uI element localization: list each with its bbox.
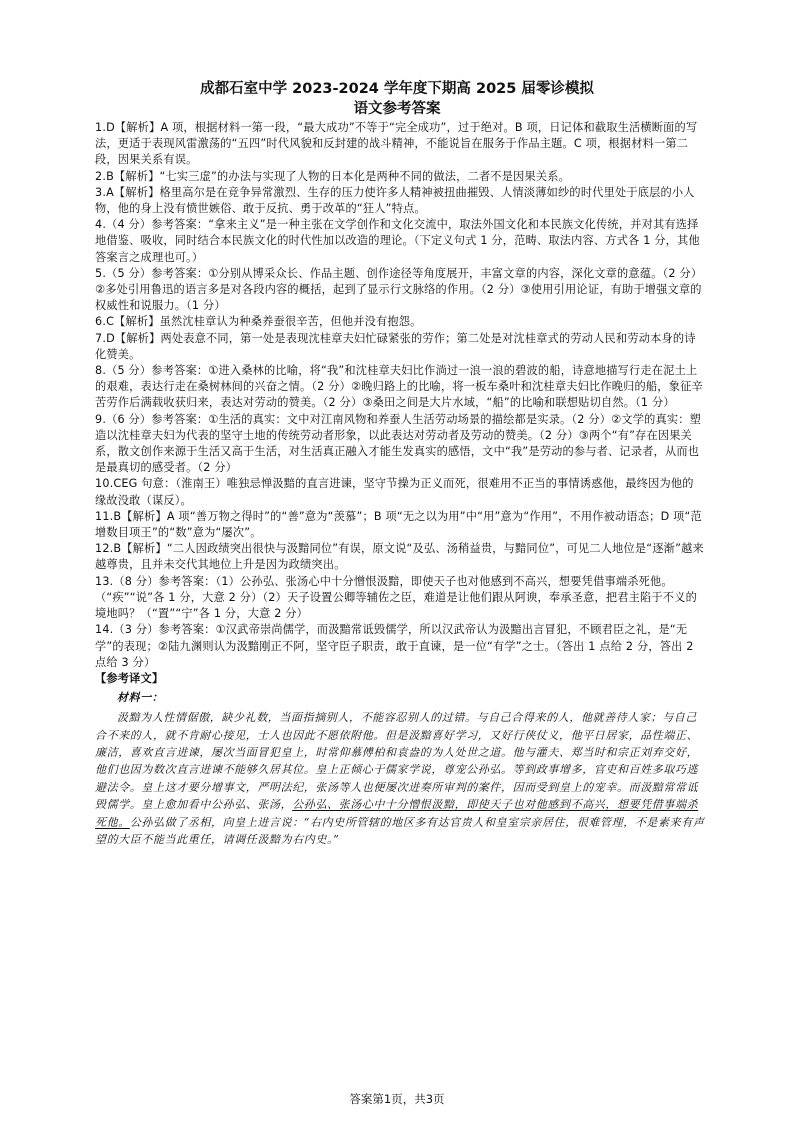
answer-item-9: 9.（6 分）参考答案：①生活的真实：文中对江南风物和养蚕人生活劳动场景的描绘都是实录。（2 分）②文学的真实：塑造以沈桂章夫妇为代表的坚守土地的传统劳动者形象，以此表达对劳动者及劳动的赞美。（2 分）③两个“有”存在因果关系，散文创作来源于生活又高于生活，对生活真正融入才能生发真实的感悟，文中“我”是劳动的参与者、记录者，从而也是最真切的感受者。（2 分） bbox=[95, 412, 702, 475]
document-header bbox=[0, 0, 794, 119]
answer-item-4: 4.（4 分）参考答案：“拿来主义”是一种主张在文学创作和文化交流中，取法外国文化和本民族文化传统，并对其有选择地借鉴、吸收，同时结合本民族文化的时代性加以改造的理论。（下定义句式 1 分，范畴、取法内容、方式各 1 分，其他答案言之成理也可。） bbox=[95, 218, 700, 264]
answer-content bbox=[95, 120, 705, 848]
answer-item-12: 12.B【解析】“二人因政绩突出很快与汲黯同位”有误，原文说“及弘、汤稍益贵，与黯同位”，可见二人地位是“逐渐”越来越尊贵，且并未交代其地位上升是因为政绩突出。 bbox=[95, 542, 704, 572]
answer-item-1: 1.D【解析】A 项，根据材料一第一段，“最大成功”不等于“完全成功”，过于绝对。B 项，日记体和截取生活横断面的写法，更适于表现风雷激荡的“五四”时代风貌和反封建的战斗精神，不能说旨在服务于作品主题。C 项，根据材料一第二段，因果关系有误。 bbox=[95, 121, 698, 167]
answer-item-6: 6.C【解析】虽然沈桂章认为种桑养蚕很辛苦，但他并没有抱怨。 bbox=[95, 315, 422, 329]
translation-paragraph bbox=[95, 709, 705, 848]
translation-section-title: 【参考译文】 bbox=[95, 671, 164, 685]
document-title: 成都石室中学 2023-2024 学年度下期高 2025 届零诊模拟 bbox=[200, 81, 594, 97]
answer-item-2: 2.B【解析】“七实三虚”的办法与实现了人物的日本化是两种不同的做法，二者不是因果关系。 bbox=[95, 169, 571, 183]
answer-item-14: 14.（3 分）参考答案：①汉武帝崇尚儒学，而汲黯常诋毁儒学，所以汉武帝认为汲黯出言冒犯，不顾君臣之礼，是“无学”的表现；②陆九渊则认为汲黯刚正不阿，坚守臣子职责，敢于直谏，是一位“有学”之士。（答出 1 点给 2 分，答出 2 点给 3 分） bbox=[95, 623, 694, 669]
answer-item-10: 10.CEG 句意：（淮南王）唯独忌惮汲黯的直言进谏，坚守节操为正义而死，很难用不正当的事情诱惑他，最终因为他的缘故没敢（谋反）。 bbox=[95, 477, 694, 507]
document-subtitle: 语文参考答案 bbox=[353, 101, 441, 117]
underlined-sentence: 公孙弘、张汤心中十分憎恨汲黯，即使天子也对他感到不高兴，想要凭借事端杀死他。 bbox=[95, 798, 699, 829]
answer-item-5: 5.（5 分）参考答案：①分别从博采众长、作品主题、创作途径等角度展开，丰富文章的内容，深化文章的意蕴。（2 分）②多处引用鲁迅的语言多是对各段内容的概括，起到了显示行文脉络的作用。（2 分）③使用引用论证，有助于增强文章的权威性和说服力。（1 分） bbox=[95, 266, 703, 313]
translation-text-after: 公孙弘做了丞相，向皇上进言说：“右内史所管辖的地区多有达官贵人和皇室宗亲居住，很难管理，不是素来有声望的大臣不能当此重任，请调任汲黯为右内史。” bbox=[95, 815, 705, 846]
answer-item-7: 7.D【解析】两处表意不同，第一处是表现沈桂章夫妇忙碌紧张的劳作；第二处是对沈桂章式的劳动人民和劳动本身的诗化赞美。 bbox=[95, 331, 696, 361]
translation-block bbox=[95, 687, 705, 848]
material-title: 材料一： bbox=[117, 691, 164, 705]
answer-item-13: 13.（8 分）参考答案：（1）公孙弘、张汤心中十分憎恨汲黯，即使天子也对他感到不高兴，想要凭借事端杀死他。（“疾”“说”各 1 分，大意 2 分）（2）天子设置公卿等辅佐之臣，难道是让他们跟从阿谀，奉承圣意，把君主陷于不义的境地吗？（“置”“宁”各 1 分，大意 2 分） bbox=[95, 574, 697, 621]
answer-item-8: 8.（5 分）参考答案：①进入桑林的比喻，将“我”和沈桂章夫妇比作淌过一浪一浪的碧波的船，诗意地描写行走在泥土上的艰难，表达行走在桑树林间的兴奋之情。（2 分）②晚归路上的比喻，将一板车桑叶和沈桂章夫妇比作晚归的船，象征辛苦劳作后满载收获归来，表达对劳动的赞美。（2 分）③桑田之间是大片水域，“船”的比喻和联想贴切自然。（1 分） bbox=[95, 364, 703, 410]
answer-item-11: 11.B【解析】A 项“善万物之得时”的“善”意为“羡慕”；B 项“无之以为用”中“用”意为“作用”，不用作被动语态；D 项“范增数目项王”的“数”意为“屡次”。 bbox=[95, 509, 702, 540]
page-footer: 答案第1页，共3页 bbox=[349, 1092, 445, 1106]
translation-text-before: 汲黯为人性情倨傲，缺少礼数，当面指摘别人，不能容忍别人的过错。与自己合得来的人，他就善待人家；与自己合不来的人，就不肯耐心接见，士人也因此不愿依附他。但是汲黯喜好学习，又好行侠仗义，他平日居家，品性端正、廉洁，喜欢直言进谏，屡次当面冒犯皇上，时常仰慕傅柏和袁盎的为人处世之道。他与灌夫、郑当时和宗正刘弃交好，他们也因为数次直言进谏不能够久居其位。皇上正倾心于儒家学说，尊宠公孙弘。等到政事增多，官吏和百姓多取巧逃避法令。皇上这才要分增事文，严明法纪，张汤等人也便屡次进奏所审判的案件，因而受到皇上的宠幸。而汲黯常常诋毁儒学。皇上愈加看中公孙弘、张汤， bbox=[95, 711, 699, 812]
answer-item-3: 3.A【解析】格里高尔是在竞争异常激烈、生存的压力使许多人精神被扭曲摧毁、人情淡薄如纱的时代里处于底层的小人物，他的身上没有愤世嫉俗、敢于反抗、勇于改革的“狂人”特点。 bbox=[95, 185, 695, 216]
